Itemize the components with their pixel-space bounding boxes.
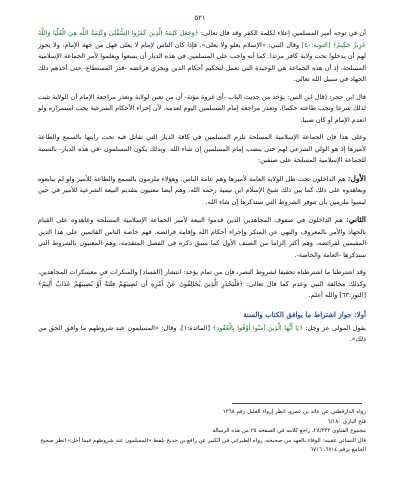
paragraph-lead: بقول المولى عز وجل:	[305, 323, 366, 332]
paragraph-body: هم الداخلون تحت ظل الولاية العامة لأميرها وهم عامة الناس. وهؤلاء ملزمون بالسمع والطاعة للأمير ولو لم يبايعوه ويعاهدوه على ذلك كما بين ذلك شيخ الإسلام ابن تيمية رحمه الله. وهم أيضا معنيون بتقديم البيعة الشرعية للأمير في حين ليسوا ملزمين بأن تتوفر الشروط التي سنذكرها إن شاء الله.	[38, 174, 366, 206]
page-number: ٥٢١	[194, 14, 206, 22]
paragraph-body: قال ابن حجر: (قال ابن التين: يؤخذ من حديث الباب -أي غزوة مؤتة- أن من تعين لولاية وتعذر مراجعة الإمام أن الولاية تثبت لذلك شرعا وتجب طاعته حكما)، وتعذر مراجعة إمام المسلمين اليوم لعدمه، لأن إجراء الأحكام الشرعية يجب استمراره ولو انعدم الإمام أو كان صبيا.	[38, 92, 366, 124]
footnote: رواه الدارقطني عن عائذ بن عمرو، انظر إرواء الغليل رقم ١٢٦٨	[222, 409, 366, 415]
paragraph-lead: أن في توجه أمير المسلمين إعلاء لكلمة الكفر وقد قال تعالى:	[200, 29, 366, 37]
footnote-divider	[232, 403, 362, 404]
footnote: مجموع الفتاوى ٢٨/٣٣٢، راجع كلامه في الصفحة ٢٥ من هذه الرسالة	[212, 428, 366, 434]
paragraph	[38, 267, 366, 302]
paragraph	[38, 92, 366, 127]
paragraph-body: وقال النبي: «الإسلام يعلو ولا يعلى». فإذا كان الناس لإمام لا يعلى فهل من جهة الإمام، ولا يجوز لهم أن يدخلوا تحت ولاية كافر مرتدا. كما أنه واجب على المسلمين في هذه الديار أن يسعوا ويعلموا لأمر الجماعة الإسلامية المسلحة، إذ أن هذه الجماعة هي الوحيدة التي تعمل لتحكيم أحكام الدين ويجري فرائضه -قدر المستطاع- حتى أخذهم ذلك الجهاد في سبيل الله تعالى.	[38, 40, 366, 83]
paragraph	[38, 173, 366, 209]
paragraph-body: [المائدة:١]، وقال: «المسلمون عند شروطهم ما وافق الحق من ذلك».	[38, 323, 366, 343]
footnote: قال النسائي عقيبه: الوفاء بالعهد من صحيحه، رواه الطبراني في الكبير عن رافع بن خديج بلفظ «المسلمون عند شروطهم فيما أحل» انظر صحيح الجامع برقم ٦٧١٤، ٦٧١٦	[40, 437, 366, 453]
main-text	[38, 28, 366, 352]
footnote: فتح الباري ٦/١٨٠	[327, 418, 366, 425]
quran-verse: ﴿يَا أَيُّهَا الَّذِينَ آمَنُوا أَوْفُوا بِالْعُقُودِ﴾	[212, 323, 303, 332]
paragraph-lead: الثاني:	[345, 215, 366, 224]
paragraph	[38, 132, 366, 167]
paragraph-body: هم الداخلون في صفوف المجاهدين الذين قدموا البيعة لأمير الجماعة الإسلامية المسلحة وعاهدوه على القيام بالجهاد والأمر بالمعروف والنهي عن المنكر وإجراء أحكام الله وإقامة فرائضه. فهم خاصة الناس القائمين على هذا الدين المقيمين لفرائضه، وهم أكثر إلزاما من الصنف الأول كما سبق ذكره في الفصل المتقدمة، وهم المعنيون بالشروط التي سنذكرها -العامة والخاصة-.	[38, 216, 366, 259]
paragraph-body: وقد اشترطنا ما اشترطناه تحقيقا لشروط النصر، فإن من تمام يؤخذ: انتشار [الفساد] والمنكرات في معسكرات المجاهدين، وكذلك مخالفة النبي وعدم كما قال تعالى: ﴿فَلْيَحْذَرِ الَّذِينَ يُخَالِفُونَ عَنْ أَمْرِهِ أَن تُصِيبَهُمْ فِتْنَةٌ أَوْ يُصِيبَهُمْ عَذَابٌ أَلِيمٌ﴾ [النور:٦٣] والله أعلم.	[38, 268, 366, 299]
paragraph-body: وعلى هذا فإن الجماعة الإسلامية المسلحة تلزم المسلمين في كافة الديار التي تقاتل فيه تحت رايتها بالسمع والطاعة لأميرها إذ هو الولي الشرعي لهم حتى ينصب إمام المسلمين إن شاء الله. وبذلك يكون المسلمون -في هذه الديار- بالنسبة للجماعة الإسلامية المسلحة على صنفين:	[38, 133, 366, 164]
paragraph	[38, 323, 366, 346]
paragraph	[38, 28, 366, 86]
paragraph-lead: الأول:	[347, 173, 366, 183]
paragraph	[38, 214, 366, 261]
section-heading: أولا: جواز اشتراط ما يوافق الكتاب والسنة	[243, 309, 366, 319]
footnotes	[38, 408, 366, 456]
quran-verse: ﴿وَجَعَلَ كَلِمَةَ الَّذِينَ كَفَرُوا السُّفْلَىٰ وَكَلِمَةُ اللَّهِ هِيَ الْعُلْيَا وَاللَّهُ عَزِيزٌ حَكِيمٌ﴾ [التوبة:٤٠]	[38, 29, 367, 49]
